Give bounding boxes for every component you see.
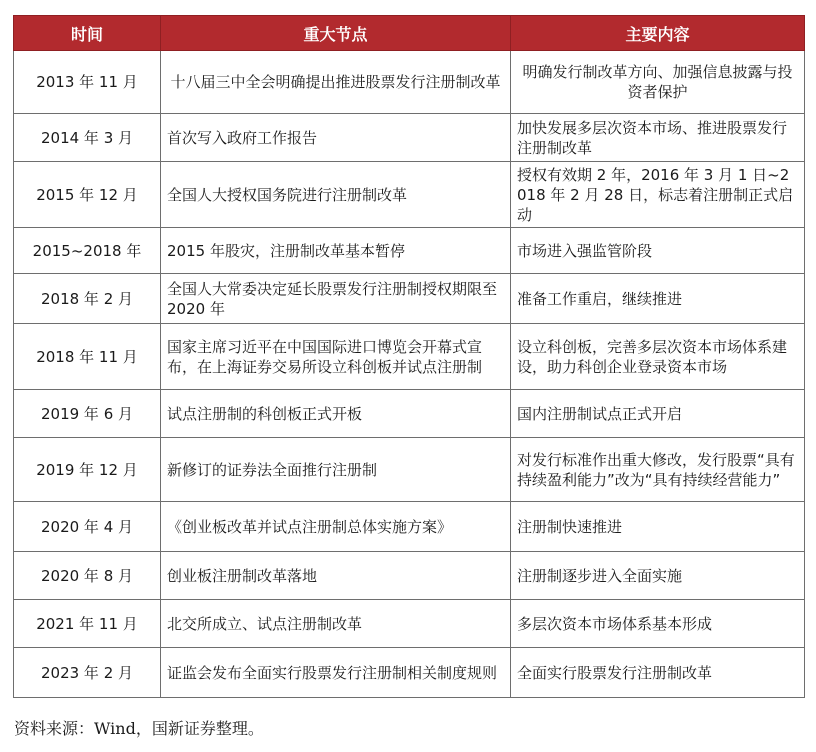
cell-event: 十八届三中全会明确提出推进股票发行注册制改革: [161, 51, 511, 114]
table-row: [14, 648, 805, 698]
cell-time: 2018 年 11 月: [14, 324, 161, 390]
cell-event: 北交所成立、试点注册制改革: [161, 600, 511, 648]
table-row: [14, 51, 805, 114]
cell-time: 2023 年 2 月: [14, 648, 161, 698]
cell-content: 多层次资本市场体系基本形成: [511, 600, 805, 648]
table-row: [14, 228, 805, 274]
cell-content: 全面实行股票发行注册制改革: [511, 648, 805, 698]
cell-event: 全国人大常委决定延长股票发行注册制授权期限至 2020 年: [161, 274, 511, 324]
registration-reform-table: [13, 15, 805, 698]
cell-event: 2015 年股灾，注册制改革基本暂停: [161, 228, 511, 274]
cell-event: 证监会发布全面实行股票发行注册制相关制度规则: [161, 648, 511, 698]
cell-event: 《创业板改革并试点注册制总体实施方案》: [161, 502, 511, 552]
cell-time: 2019 年 12 月: [14, 438, 161, 502]
cell-event: 试点注册制的科创板正式开板: [161, 390, 511, 438]
table-row: [14, 274, 805, 324]
table-row: [14, 438, 805, 502]
cell-content: 加快发展多层次资本市场、推进股票发行注册制改革: [511, 114, 805, 162]
cell-time: 2019 年 6 月: [14, 390, 161, 438]
cell-time: 2018 年 2 月: [14, 274, 161, 324]
cell-time: 2020 年 4 月: [14, 502, 161, 552]
cell-content: 设立科创板，完善多层次资本市场体系建设，助力科创企业登录资本市场: [511, 324, 805, 390]
header-event: 重大节点: [161, 16, 511, 51]
cell-content: 明确发行制改革方向、加强信息披露与投资者保护: [511, 51, 805, 114]
source-note: 资料来源：Wind，国新证券整理。: [14, 719, 264, 738]
cell-content: 对发行标准作出重大修改，发行股票“具有持续盈利能力”改为“具有持续经营能力”: [511, 438, 805, 502]
table-row: [14, 324, 805, 390]
cell-event: 新修订的证券法全面推行注册制: [161, 438, 511, 502]
header-time: 时间: [14, 16, 161, 51]
cell-content: 市场进入强监管阶段: [511, 228, 805, 274]
cell-event: 国家主席习近平在中国国际进口博览会开幕式宣布，在上海证券交易所设立科创板并试点注册制: [161, 324, 511, 390]
table-row: [14, 502, 805, 552]
cell-event: 创业板注册制改革落地: [161, 552, 511, 600]
cell-time: 2020 年 8 月: [14, 552, 161, 600]
cell-content: 注册制逐步进入全面实施: [511, 552, 805, 600]
table-header-row: [14, 16, 805, 51]
cell-event: 首次写入政府工作报告: [161, 114, 511, 162]
cell-time: 2015 年 12 月: [14, 162, 161, 228]
cell-content: 国内注册制试点正式开启: [511, 390, 805, 438]
cell-event: 全国人大授权国务院进行注册制改革: [161, 162, 511, 228]
cell-content: 授权有效期 2 年，2016 年 3 月 1 日~2018 年 2 月 28 日，标志着注册制正式启动: [511, 162, 805, 228]
table-row: [14, 162, 805, 228]
cell-time: 2014 年 3 月: [14, 114, 161, 162]
cell-content: 注册制快速推进: [511, 502, 805, 552]
header-content: 主要内容: [511, 16, 805, 51]
cell-time: 2015~2018 年: [14, 228, 161, 274]
table-row: [14, 390, 805, 438]
table-row: [14, 114, 805, 162]
cell-content: 准备工作重启，继续推进: [511, 274, 805, 324]
table-row: [14, 552, 805, 600]
cell-time: 2013 年 11 月: [14, 51, 161, 114]
table-row: [14, 600, 805, 648]
cell-time: 2021 年 11 月: [14, 600, 161, 648]
